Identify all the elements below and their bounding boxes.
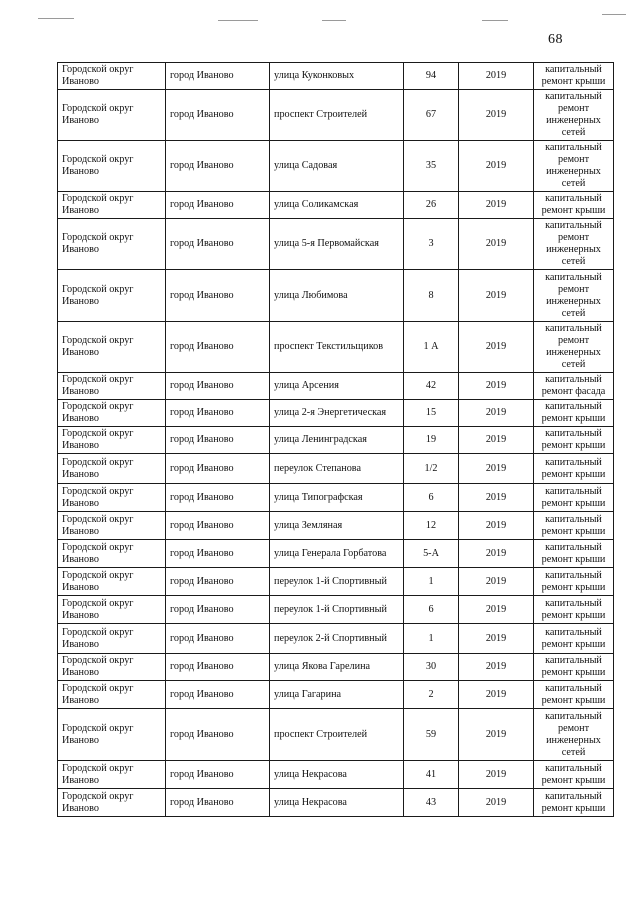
repair-registry-table [57,62,614,817]
work-type-cell: капитальный ремонт крыши [534,681,614,709]
house-number-cell: 2 [404,681,459,709]
street-cell: улица Куконковых [270,63,404,90]
city-cell: город Иваново [166,709,270,761]
street-cell: переулок 1-й Спортивный [270,568,404,596]
year-cell: 2019 [459,90,534,141]
district-cell: Городской округ Иваново [58,512,166,540]
house-number-cell: 1 [404,624,459,654]
work-type-cell: капитальный ремонт инженерных сетей [534,90,614,141]
district-cell: Городской округ Иваново [58,624,166,654]
work-type-cell: капитальный ремонт крыши [534,454,614,484]
year-cell: 2019 [459,400,534,427]
district-cell: Городской округ Иваново [58,90,166,141]
work-type-cell: капитальный ремонт крыши [534,568,614,596]
district-cell: Городской округ Иваново [58,219,166,270]
year-cell: 2019 [459,322,534,373]
city-cell: город Иваново [166,454,270,484]
street-cell: улица Арсения [270,373,404,400]
city-cell: город Иваново [166,512,270,540]
year-cell: 2019 [459,596,534,624]
district-cell: Городской округ Иваново [58,789,166,817]
work-type-cell: капитальный ремонт крыши [534,192,614,219]
year-cell: 2019 [459,512,534,540]
table-row [58,427,614,454]
work-type-cell: капитальный ремонт инженерных сетей [534,219,614,270]
city-cell: город Иваново [166,270,270,322]
table-row [58,270,614,322]
district-cell: Городской округ Иваново [58,400,166,427]
scan-artifact-line [482,20,508,21]
district-cell: Городской округ Иваново [58,427,166,454]
district-cell: Городской округ Иваново [58,373,166,400]
house-number-cell: 6 [404,596,459,624]
year-cell: 2019 [459,761,534,789]
street-cell: улица Якова Гарелина [270,654,404,681]
work-type-cell: капитальный ремонт крыши [534,761,614,789]
work-type-cell: капитальный ремонт крыши [534,789,614,817]
district-cell: Городской округ Иваново [58,63,166,90]
house-number-cell: 43 [404,789,459,817]
city-cell: город Иваново [166,789,270,817]
city-cell: город Иваново [166,373,270,400]
street-cell: улица Садовая [270,141,404,192]
district-cell: Городской округ Иваново [58,141,166,192]
house-number-cell: 1 [404,568,459,596]
district-cell: Городской округ Иваново [58,596,166,624]
year-cell: 2019 [459,789,534,817]
year-cell: 2019 [459,654,534,681]
house-number-cell: 94 [404,63,459,90]
work-type-cell: капитальный ремонт крыши [534,427,614,454]
city-cell: город Иваново [166,63,270,90]
table-row [58,192,614,219]
table-row [58,681,614,709]
year-cell: 2019 [459,192,534,219]
table-row [58,322,614,373]
district-cell: Городской округ Иваново [58,192,166,219]
house-number-cell: 41 [404,761,459,789]
city-cell: город Иваново [166,540,270,568]
city-cell: город Иваново [166,624,270,654]
house-number-cell: 6 [404,484,459,512]
table-row [58,373,614,400]
house-number-cell: 42 [404,373,459,400]
table-row [58,90,614,141]
year-cell: 2019 [459,454,534,484]
table-row [58,400,614,427]
table-row [58,454,614,484]
table-row [58,624,614,654]
district-cell: Городской округ Иваново [58,322,166,373]
table-body [58,63,614,817]
house-number-cell: 19 [404,427,459,454]
district-cell: Городской округ Иваново [58,654,166,681]
house-number-cell: 1 А [404,322,459,373]
scan-artifact-line [602,14,626,15]
work-type-cell: капитальный ремонт крыши [534,654,614,681]
year-cell: 2019 [459,427,534,454]
street-cell: улица Любимова [270,270,404,322]
house-number-cell: 15 [404,400,459,427]
table-row [58,654,614,681]
district-cell: Городской округ Иваново [58,709,166,761]
work-type-cell: капитальный ремонт инженерных сетей [534,322,614,373]
city-cell: город Иваново [166,322,270,373]
street-cell: проспект Строителей [270,709,404,761]
table-row [58,568,614,596]
district-cell: Городской округ Иваново [58,454,166,484]
district-cell: Городской округ Иваново [58,761,166,789]
work-type-cell: капитальный ремонт крыши [534,624,614,654]
work-type-cell: капитальный ремонт фасада [534,373,614,400]
house-number-cell: 1/2 [404,454,459,484]
work-type-cell: капитальный ремонт крыши [534,540,614,568]
table-row [58,789,614,817]
street-cell: улица Типографская [270,484,404,512]
year-cell: 2019 [459,709,534,761]
table-row [58,484,614,512]
city-cell: город Иваново [166,219,270,270]
district-cell: Городской округ Иваново [58,681,166,709]
city-cell: город Иваново [166,427,270,454]
street-cell: улица 5-я Первомайская [270,219,404,270]
city-cell: город Иваново [166,484,270,512]
page-number: 68 [548,32,563,47]
city-cell: город Иваново [166,654,270,681]
street-cell: проспект Текстильщиков [270,322,404,373]
district-cell: Городской округ Иваново [58,568,166,596]
house-number-cell: 5-А [404,540,459,568]
city-cell: город Иваново [166,761,270,789]
year-cell: 2019 [459,484,534,512]
house-number-cell: 3 [404,219,459,270]
district-cell: Городской округ Иваново [58,540,166,568]
city-cell: город Иваново [166,596,270,624]
city-cell: город Иваново [166,568,270,596]
table-row [58,596,614,624]
city-cell: город Иваново [166,90,270,141]
year-cell: 2019 [459,63,534,90]
work-type-cell: капитальный ремонт крыши [534,63,614,90]
street-cell: улица Земляная [270,512,404,540]
table-row [58,141,614,192]
house-number-cell: 35 [404,141,459,192]
city-cell: город Иваново [166,400,270,427]
work-type-cell: капитальный ремонт инженерных сетей [534,270,614,322]
scan-artifact-line [38,18,74,19]
table-row [58,219,614,270]
year-cell: 2019 [459,373,534,400]
house-number-cell: 8 [404,270,459,322]
year-cell: 2019 [459,141,534,192]
table-row [58,63,614,90]
street-cell: переулок 1-й Спортивный [270,596,404,624]
scan-artifact-line [218,20,258,21]
table-row [58,540,614,568]
work-type-cell: капитальный ремонт крыши [534,512,614,540]
house-number-cell: 67 [404,90,459,141]
street-cell: переулок 2-й Спортивный [270,624,404,654]
street-cell: улица Некрасова [270,789,404,817]
work-type-cell: капитальный ремонт инженерных сетей [534,709,614,761]
city-cell: город Иваново [166,681,270,709]
city-cell: город Иваново [166,192,270,219]
street-cell: улица Соликамская [270,192,404,219]
house-number-cell: 30 [404,654,459,681]
house-number-cell: 59 [404,709,459,761]
year-cell: 2019 [459,568,534,596]
year-cell: 2019 [459,540,534,568]
street-cell: улица Генерала Горбатова [270,540,404,568]
year-cell: 2019 [459,624,534,654]
street-cell: улица Ленинградская [270,427,404,454]
scan-artifact-line [322,20,346,21]
street-cell: переулок Степанова [270,454,404,484]
street-cell: улица Некрасова [270,761,404,789]
year-cell: 2019 [459,681,534,709]
street-cell: улица Гагарина [270,681,404,709]
year-cell: 2019 [459,270,534,322]
street-cell: улица 2-я Энергетическая [270,400,404,427]
city-cell: город Иваново [166,141,270,192]
year-cell: 2019 [459,219,534,270]
table-row [58,512,614,540]
district-cell: Городской округ Иваново [58,270,166,322]
table-row [58,761,614,789]
house-number-cell: 26 [404,192,459,219]
work-type-cell: капитальный ремонт инженерных сетей [534,141,614,192]
table-row [58,709,614,761]
work-type-cell: капитальный ремонт крыши [534,400,614,427]
work-type-cell: капитальный ремонт крыши [534,596,614,624]
house-number-cell: 12 [404,512,459,540]
work-type-cell: капитальный ремонт крыши [534,484,614,512]
district-cell: Городской округ Иваново [58,484,166,512]
street-cell: проспект Строителей [270,90,404,141]
